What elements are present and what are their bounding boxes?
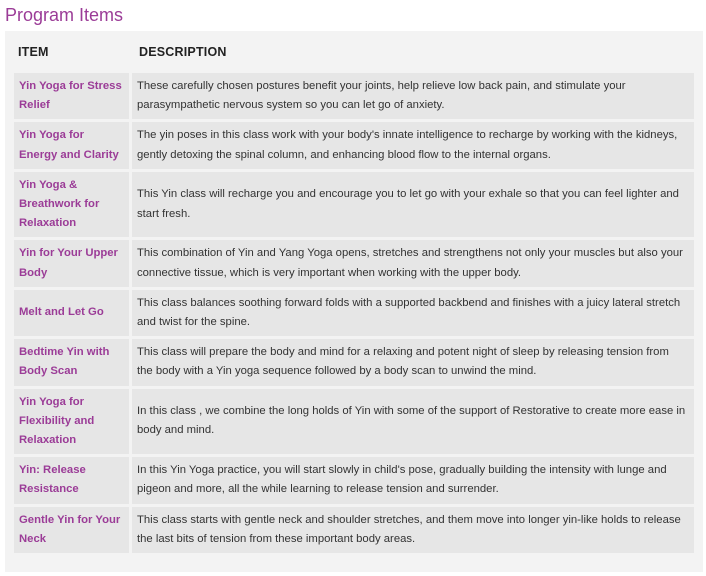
item-name: Yin: Release Resistance <box>14 457 132 503</box>
item-description: In this Yin Yoga practice, you will start slowly in child's pose, gradually building the intensity with lunge and pigeon and more, all the while learning to release tension and surrender. <box>132 457 694 503</box>
item-description: In this class , we combine the long holds of Yin with some of the support of Restorative to create more ease in body and mind. <box>132 389 694 455</box>
column-header-item: ITEM <box>18 45 49 59</box>
item-name: Bedtime Yin with Body Scan <box>14 339 132 385</box>
item-description: The yin poses in this class work with your body's innate intelligence to recharge by working with the kidneys, gently detoxing the spinal column, and enhancing blood flow to the internal organs. <box>132 122 694 168</box>
item-description: This combination of Yin and Yang Yoga opens, stretches and strengthens not only your muscles but also your connective tissue, which is very important when working with the upper body. <box>132 240 694 286</box>
program-items-table-container <box>5 31 703 572</box>
item-description: This class will prepare the body and mind for a relaxing and potent night of sleep by releasing tension from the body with a Yin yoga sequence followed by a body scan to unwind the mind. <box>132 339 694 385</box>
page-title: Program Items <box>5 5 124 25</box>
item-name: Yin Yoga for Energy and Clarity <box>14 122 132 168</box>
item-description: This class starts with gentle neck and shoulder stretches, and them move into longer yin-like holds to release the last bits of tension from these important body areas. <box>132 507 694 553</box>
table-row <box>14 389 694 455</box>
column-header-description: DESCRIPTION <box>139 45 227 59</box>
item-name: Yin Yoga for Flexibility and Relaxation <box>14 389 132 455</box>
item-description: These carefully chosen postures benefit your joints, help relieve low back pain, and stimulate your parasympathetic nervous system so you can let go of anxiety. <box>132 73 694 119</box>
item-name: Yin for Your Upper Body <box>14 240 132 286</box>
table-row <box>14 457 694 503</box>
item-description: This Yin class will recharge you and encourage you to let go with your exhale so that you can feel lighter and start fresh. <box>132 172 694 238</box>
table-row <box>14 507 694 553</box>
table-row <box>14 122 694 168</box>
item-name: Gentle Yin for Your Neck <box>14 507 132 553</box>
item-name: Yin Yoga for Stress Relief <box>14 73 132 119</box>
item-name: Melt and Let Go <box>14 290 132 336</box>
table-header-row <box>14 39 694 70</box>
table-row <box>14 339 694 385</box>
table-row <box>14 290 694 336</box>
item-name: Yin Yoga & Breathwork for Relaxation <box>14 172 132 238</box>
table-row <box>14 172 694 238</box>
table-row <box>14 240 694 286</box>
program-items-table <box>14 36 694 556</box>
item-description: This class balances soothing forward folds with a supported backbend and finishes with a juicy lateral stretch and twist for the spine. <box>132 290 694 336</box>
table-row <box>14 73 694 119</box>
